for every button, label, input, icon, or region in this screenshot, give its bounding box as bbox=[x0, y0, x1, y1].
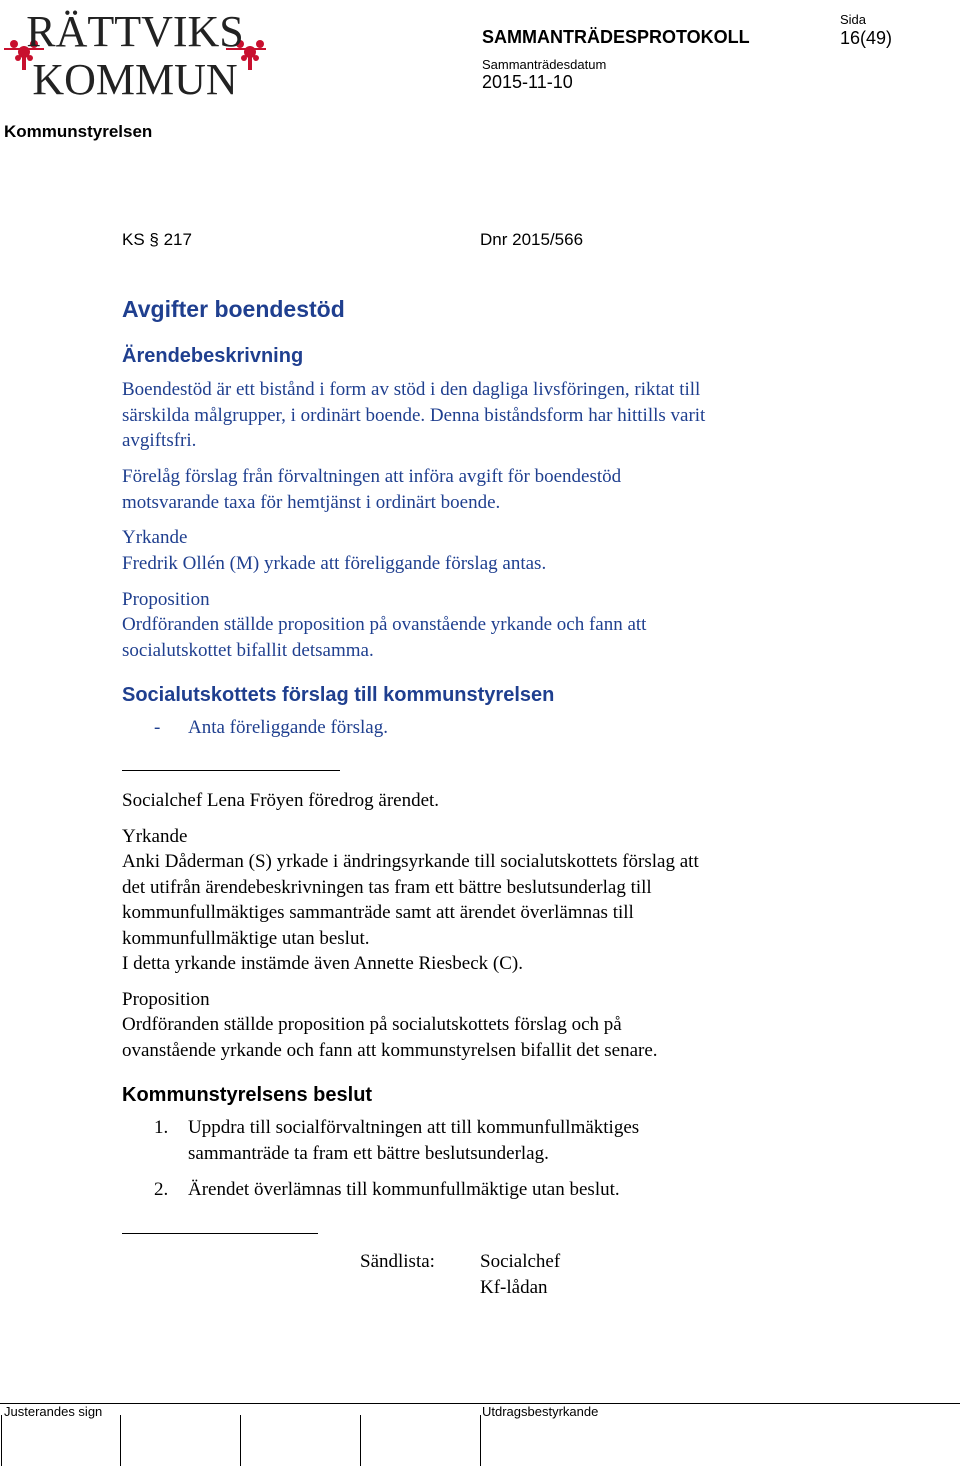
committee-proposal-item: Anta föreliggande förslag. bbox=[188, 717, 388, 738]
meeting-date: 2015-11-10 bbox=[482, 72, 573, 92]
proposition-heading: Proposition bbox=[122, 589, 210, 610]
proposition-line: Ordföranden ställde proposition på ovanstående yrkande och fann att bbox=[122, 614, 647, 635]
description-line: Boendestöd är ett bistånd i form av stöd i den dagliga livsföringen, riktat till bbox=[122, 379, 701, 400]
description-text bbox=[122, 377, 842, 454]
section-divider bbox=[122, 1233, 318, 1234]
committee-name: Kommunstyrelsen bbox=[4, 122, 153, 141]
decision-text bbox=[188, 1115, 788, 1166]
proposal-text bbox=[122, 464, 842, 515]
excerpt-certification-label: Utdragsbestyrkande bbox=[482, 1404, 599, 1419]
signature-box-divider bbox=[360, 1415, 361, 1466]
claim-line: kommunfullmäktige utan beslut. bbox=[122, 927, 370, 949]
description-heading: Ärendebeskrivning bbox=[122, 345, 304, 367]
page-number: 16(49) bbox=[840, 28, 893, 48]
proposal-line: Förelåg förslag från förvaltningen att införa avgift för boendestöd bbox=[122, 466, 622, 487]
decision-line: sammanträde ta fram ett bättre beslutsunderlag. bbox=[188, 1142, 549, 1164]
signature-box-divider bbox=[480, 1415, 481, 1466]
claim-text: Fredrik Ollén (M) yrkade att föreliggande förslag antas. bbox=[122, 553, 547, 574]
distribution-label: Sändlista: bbox=[360, 1251, 435, 1272]
proposition-line: Ordföranden ställde proposition på socialutskottets förslag och på bbox=[122, 1014, 622, 1035]
document-type-title: SAMMANTRÄDESPROTOKOLL bbox=[482, 27, 750, 47]
decision-text bbox=[188, 1177, 788, 1203]
committee-proposal-heading: Socialutskottets förslag till kommunstyrelsen bbox=[122, 684, 555, 706]
description-line: avgiftsfri. bbox=[122, 430, 197, 451]
signature-label: Justerandes sign bbox=[4, 1404, 103, 1419]
case-number: KS § 217 bbox=[122, 230, 192, 249]
description-line: särskilda målgrupper, i ordinärt boende. Denna biståndsform har hittills varit bbox=[122, 404, 706, 426]
logo-wordmark-line1: RÄTTVIKS bbox=[26, 7, 244, 56]
claim-line: Anki Dåderman (S) yrkade i ändringsyrkande till socialutskottets förslag att bbox=[122, 851, 699, 872]
signature-box-divider bbox=[240, 1415, 241, 1466]
proposal-line: motsvarande taxa för hemtjänst i ordinärt boende. bbox=[122, 491, 501, 513]
signature-box-divider bbox=[120, 1415, 121, 1466]
presentation-text: Socialchef Lena Fröyen föredrog ärendet. bbox=[122, 790, 440, 811]
decision-line: Ärendet överlämnas till kommunfullmäktige utan beslut. bbox=[188, 1179, 620, 1200]
case-title: Avgifter boendestöd bbox=[122, 296, 345, 322]
decision-line: Uppdra till socialförvaltningen att till kommunfullmäktiges bbox=[188, 1117, 640, 1138]
claim-line: kommunfullmäktiges sammanträde samt att ärendet överlämnas till bbox=[122, 902, 634, 923]
claim-line: I detta yrkande instämde även Annette Riesbeck (C). bbox=[122, 953, 523, 974]
footer-rule bbox=[0, 1403, 960, 1404]
registration-number: Dnr 2015/566 bbox=[480, 230, 584, 249]
distribution-recipient: Kf-lådan bbox=[480, 1276, 548, 1298]
signature-box-divider bbox=[1, 1415, 2, 1466]
claim-heading: Yrkande bbox=[122, 826, 188, 847]
claim-text bbox=[122, 849, 842, 977]
municipality-logo-graphic bbox=[4, 4, 266, 100]
decision-number: 1. bbox=[154, 1117, 169, 1138]
rattvik-kommun-logo bbox=[4, 4, 266, 100]
proposition-line: socialutskottet bifallit detsamma. bbox=[122, 639, 374, 661]
page-label: Sida bbox=[840, 12, 867, 27]
claim-line: det utifrån ärendebeskrivningen tas fram ett bättre beslutsunderlag till bbox=[122, 876, 652, 898]
meeting-date-label: Sammanträdesdatum bbox=[482, 57, 607, 72]
proposition-text bbox=[122, 612, 842, 663]
list-dash: - bbox=[154, 717, 161, 738]
distribution-list bbox=[480, 1249, 560, 1300]
proposition-text bbox=[122, 1012, 842, 1063]
logo-wordmark-line2: KOMMUN bbox=[32, 55, 238, 100]
proposition-heading: Proposition bbox=[122, 989, 210, 1010]
decision-heading: Kommunstyrelsens beslut bbox=[122, 1084, 373, 1106]
distribution-recipient: Socialchef bbox=[480, 1251, 561, 1272]
claim-heading: Yrkande bbox=[122, 527, 188, 548]
section-divider bbox=[122, 770, 340, 771]
proposition-line: ovanstående yrkande och fann att kommunstyrelsen bifallit det senare. bbox=[122, 1039, 658, 1061]
decision-number: 2. bbox=[154, 1179, 169, 1200]
